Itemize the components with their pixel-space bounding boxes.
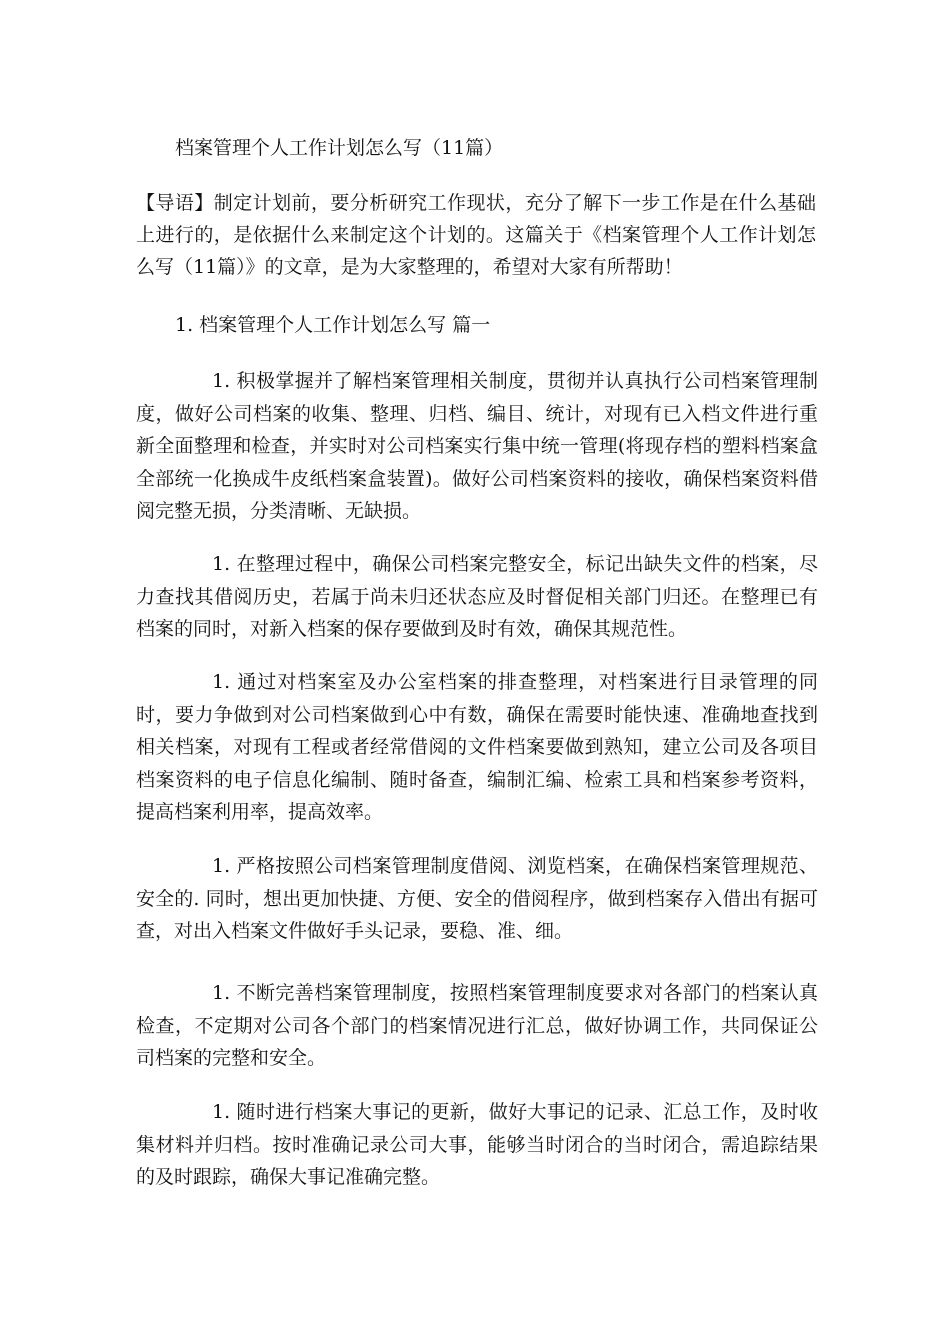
intro-paragraph: 【导语】制定计划前，要分析研究工作现状，充分了解下一步工作是在什么基础上进行的，是依据什么来制定这个计划的。这篇关于《档案管理个人工作计划怎么写（11篇）》的文章，是为大家整理的，希望对大家有所帮助！ xyxy=(136,192,816,278)
body-paragraph-5: 1. 不断完善档案管理制度，按照档案管理制度要求对各部门的档案认真检查，不定期对公司各个部门的档案情况进行汇总，做好协调工作，共同保证公司档案的完整和安全。 xyxy=(136,982,818,1069)
body-paragraph-1: 1. 积极掌握并了解档案管理相关制度，贯彻并认真执行公司档案管理制度，做好公司档案的收集、整理、归档、编目、统计，对现有已入档文件进行重新全面整理和检查，并实时对公司档案实行集中统一管理(将现存档的塑料档案盒全部统一化换成牛皮纸档案盒装置)。做好公司档案资料的接收，确保档案资料借阅完整无损，分类清晰、无缺损。 xyxy=(136,370,818,522)
body-paragraph-6: 1. 随时进行档案大事记的更新，做好大事记的记录、汇总工作，及时收集材料并归档。按时准确记录公司大事，能够当时闭合的当时闭合，需追踪结果的及时跟踪，确保大事记准确完整。 xyxy=(136,1101,818,1188)
body-paragraph-4: 1. 严格按照公司档案管理制度借阅、浏览档案，在确保档案管理规范、安全的. 同时，想出更加快捷、方便、安全的借阅程序，做到档案存入借出有据可查，对出入档案文件做好手头记录，要稳、准、细。 xyxy=(136,855,818,942)
body-paragraph-2: 1. 在整理过程中，确保公司档案完整安全，标记出缺失文件的档案，尽力查找其借阅历史，若属于尚未归还状态应及时督促相关部门归还。在整理已有档案的同时，对新入档案的保存要做到及时有效，确保其规范性。 xyxy=(136,553,818,640)
section-heading: 1. 档案管理个人工作计划怎么写 篇一 xyxy=(175,314,491,336)
body-paragraph-3: 1. 通过对档案室及办公室档案的排查整理，对档案进行目录管理的同时，要力争做到对公司档案做到心中有数，确保在需要时能快速、准确地查找到相关档案，对现有工程或者经常借阅的文件档案要做到熟知，建立公司及各项目档案资料的电子信息化编制、随时备查，编制汇编、检索工具和档案参考资料，提高档案利用率，提高效率。 xyxy=(136,671,818,823)
document-title: 档案管理个人工作计划怎么写（11篇） xyxy=(175,137,504,159)
